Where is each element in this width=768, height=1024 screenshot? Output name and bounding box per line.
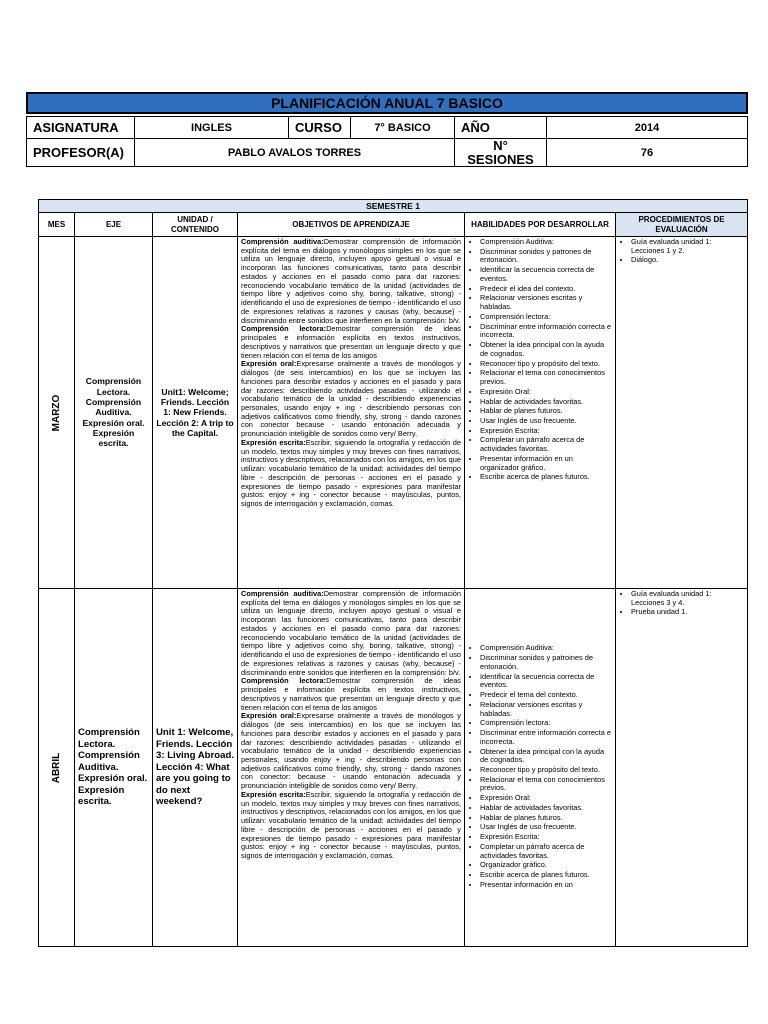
document-title: PLANIFICACIÓN ANUAL 7 BASICO [26,92,748,114]
list-item: • Discriminar entre información correcta e incorrecta. [480,729,612,746]
list-item: • Expresión Oral: [480,388,612,397]
obj-label: Comprensión lectora: [241,676,327,686]
list-item: • Presentar información en un organizador gráfico. [480,455,612,472]
list-item: • Expresión Escrita: [480,427,612,436]
procedimientos-cell [616,237,748,589]
sesiones-label: N° SESIONES [455,139,547,167]
planning-table [38,199,748,947]
obj-label: Comprensión lectora: [241,324,327,334]
list-item: • Identificar la secuencia correcta de eventos. [480,266,612,283]
obj-text: Expresarse oralmente a través de monólogos y diálogos (de seis intercambios) en los que se incluyen las funciones para describir estados y acciones en el pasado y para dar razones: describiendo actividades pasadas - utilizando el vocabulario temático de la unidad - describiendo experiencias personales, usando enjoy + ing - describiendo personas con adjetivos calificativos como friendly, shy, strong - dando razones con conector: because - usando entonación adecuada y pronunciación inteligible de sonidos como very/ Berry. [241,711,461,791]
list-item: • Discriminar entre información correcta e incorrecta. [480,323,612,340]
eje-cell: Comprensión Lectora. Comprensión Auditiva. Expresión oral. Expresión escrita. [75,589,153,947]
unidad-cell: Unit 1: Welcome, Friends. Lección 3: Living Abroad. Lección 4: What are you going to do next weekend? [153,589,238,947]
objetivos-cell [238,589,465,947]
list-item: • Usar Inglés de uso frecuente. [480,417,612,426]
col-habilidades: HABILIDADES POR DESARROLLAR [465,213,616,237]
obj-text: Demostrar comprensión de ideas principales e información explícita en textos instructivos, descriptivos y narrativos que presentan un lenguaje directo y que tienen relación con el tema de los amigos [241,676,461,712]
curso-label: CURSO [289,117,351,139]
col-unidad: UNIDAD / CONTENIDO [153,213,238,237]
list-item: • Prueba unidad 1. [631,608,744,617]
list-item: • Relacionar el tema con conocimientos previos. [480,776,612,793]
list-item: • Completar un párrafo acerca de actividades favoritas. [480,436,612,453]
list-item: • Reconocer tipo y propósito del texto. [480,360,612,369]
obj-text: Escribir, siguiendo la ortografía y redacción de un modelo, textos muy simples y muy breves con fines narrativos, instructivos y descriptivos, relacionados con los amigos, en los que utilizan: vocabulario temático de la unidad: actividades del tiempo libre - descripción de personas - acciones en el pasado y expresiones de tiempo pasado - expresiones para manifestar gustos: enjoy + ing - conector because - mayúsculas, puntos, signos de interrogación y exclamación, comas. [241,437,461,509]
list-item: • Comprensión lectora: [480,313,612,322]
list-item: • Organizador gráfico. [480,861,612,870]
month-label: MARZO [50,394,62,431]
list-item: • Hablar de planes futuros. [480,814,612,823]
month-label: ABRIL [50,752,62,783]
list-item: • Reconocer tipo y propósito del texto. [480,766,612,775]
table-row [39,237,748,589]
objetivos-cell [238,237,465,589]
obj-text: Demostrar comprensión de información explícita del tema en diálogos y monólogos simples en los que se utiliza un lenguaje directo, incluyen apoyo gestual o visual e incorporan las funciones comunicativas, tanto para describir estados y acciones en el pasado como para dar razones: reconociendo vocabulario temático de la unidad (actividades de tiempo libre y adjetivos como shy, boring, talkative, strong) - identificando el uso de expresiones de tiempo - identificando el uso de expresiones relativas a razones y causas (why, because) - discriminando entre sonidos que interfieren en la comprensión: b/v. [241,237,462,325]
month-cell [39,237,75,589]
list-item: • Predecir el idea del contexto. [480,285,612,294]
col-eje: EJE [75,213,153,237]
list-item: • Discriminar sonidos y patroines de entonación. [480,654,612,671]
list-item: • Presentar información en un [480,881,612,890]
obj-text: Demostrar comprensión de información explícita del tema en diálogos y monólogos simples en los que se utiliza un lenguaje directo, incluyen apoyo gestual o visual e incorporan las funciones comunicativas, tanto para describir estados y acciones en el pasado como para dar razones: reconociendo vocabulario temático de la unidad (actividades de tiempo libre y adjetivos como shy, boring, talkative, strong) - identificando el uso de expresiones de tiempo - identificando el uso de expresiones relativas a razones y causas (why, because) - discriminando entre sonidos que interfieren en la comprensión: b/v. [241,589,462,677]
list-item: • Completar un párrafo acerca de actividades favoritas. [480,843,612,860]
asignatura-value: INGLES [135,117,289,139]
list-item: • Hablar de planes futuros. [480,407,612,416]
header-block [26,92,748,167]
list-item: • Expresión Oral: [480,794,612,803]
list-item: • Predecir el tema del contexto. [480,691,612,700]
list-item: • Hablar de actividades favoritas. [480,398,612,407]
asignatura-label: ASIGNATURA [27,117,135,139]
semester-header: SEMESTRE 1 [39,200,748,213]
profesor-label: PROFESOR(A) [27,139,135,167]
list-item: • Usar Inglés de uso frecuente. [480,823,612,832]
list-item: • Comprensión lectora: [480,719,612,728]
list-item: • Guía evaluada unidad 1: Lecciones 3 y 4. [631,590,744,607]
list-item: • Escribir acerca de planes futuros. [480,473,612,482]
obj-label: Comprensión auditiva: [241,589,324,599]
obj-label: Expresión oral: [241,711,297,721]
procedimientos-cell [616,589,748,947]
list-item: • Guía evaluada unidad 1: Lecciones 1 y 2. [631,238,744,255]
col-procedimientos: PROCEDIMIENTOS DE EVALUACIÓN [616,213,748,237]
obj-label: Expresión escrita: [241,789,306,799]
obj-label: Comprensión auditiva: [241,237,324,247]
list-item: • Obtener la idea principal con la ayuda de cognados. [480,748,612,765]
col-mes: MES [39,213,75,237]
list-item: • Hablar de actividades favoritas. [480,804,612,813]
unidad-cell: Unit1: Welcome; Friends. Lección 1: New Friends. Lección 2: A trip to the Capital. [153,237,238,589]
list-item: • Expresión Escrita: [480,833,612,842]
list-item: • Relacionar el tema con conocimientos previos. [480,369,612,386]
obj-text: Demostrar comprensión de ideas principales e información explícita en textos instructivos, descriptivos y narrativos que presentan un lenguaje directo y que tienen relación con el tema de los amigos [241,324,461,360]
obj-label: Expresión oral: [241,359,297,369]
obj-text: Escribir, siguiendo la ortografía y redacción de un modelo, textos muy simples y muy breves con fines narrativos, instructivos y descriptivos, relacionados con los amigos, en los que utilizan: vocabulario temático de la unidad: actividades del tiempo libre - descripción de personas - acciones en el pasado y expresiones de tiempo pasado - expresiones para manifestar gustos: enjoy + ing - conector because - mayúsculas, puntos, signos de interrogación y exclamación, comas. [241,789,461,861]
habilidades-cell [465,237,616,589]
anio-label: AÑO [455,117,547,139]
curso-value: 7° BASICO [351,117,455,139]
eje-cell: Comprensión Lectora. Comprensión Auditiva. Expresión oral. Expresión escrita. [75,237,153,589]
obj-label: Expresión escrita: [241,437,306,447]
list-item: • Relacionar versiones escritas y habladas. [480,294,612,311]
list-item: • Diálogo. [631,256,744,265]
col-objetivos: OBJETIVOS DE APRENDIZAJE [238,213,465,237]
sesiones-value: 76 [547,139,748,167]
list-item: • Relacionar versiones escritas y habladas. [480,701,612,718]
list-item: • Identificar la secuencia correcta de eventos. [480,673,612,690]
list-item: • Escribir acerca de planes futuros. [480,871,612,880]
list-item: • Discriminar sonidos y patrones de entonación. [480,248,612,265]
profesor-value: PABLO AVALOS TORRES [135,139,455,167]
anio-value: 2014 [547,117,748,139]
list-item: • Comprensión Auditiva: [480,644,612,653]
habilidades-cell [465,589,616,947]
info-table [26,116,748,167]
list-item: • Comprensión Auditiva: [480,238,612,247]
list-item: • Obtener la idea principal con la ayuda de cognados. [480,341,612,358]
month-cell [39,589,75,947]
obj-text: Expresarse oralmente a través de monólogos y diálogos (de seis intercambios) en los que se incluyen las funciones para describir estados y acciones en el pasado y para dar razones: describiendo actividades pasadas - utilizando el vocabulario temático de la unidad - describiendo experiencias personales, usando enjoy + ing - describiendo personas con adjetivos calificativos como friendly, shy, strong - dando razones con conector because - usando entonación adecuada y pronunciación inteligible de sonidos como very/ Berry. [241,359,461,439]
table-row [39,589,748,947]
